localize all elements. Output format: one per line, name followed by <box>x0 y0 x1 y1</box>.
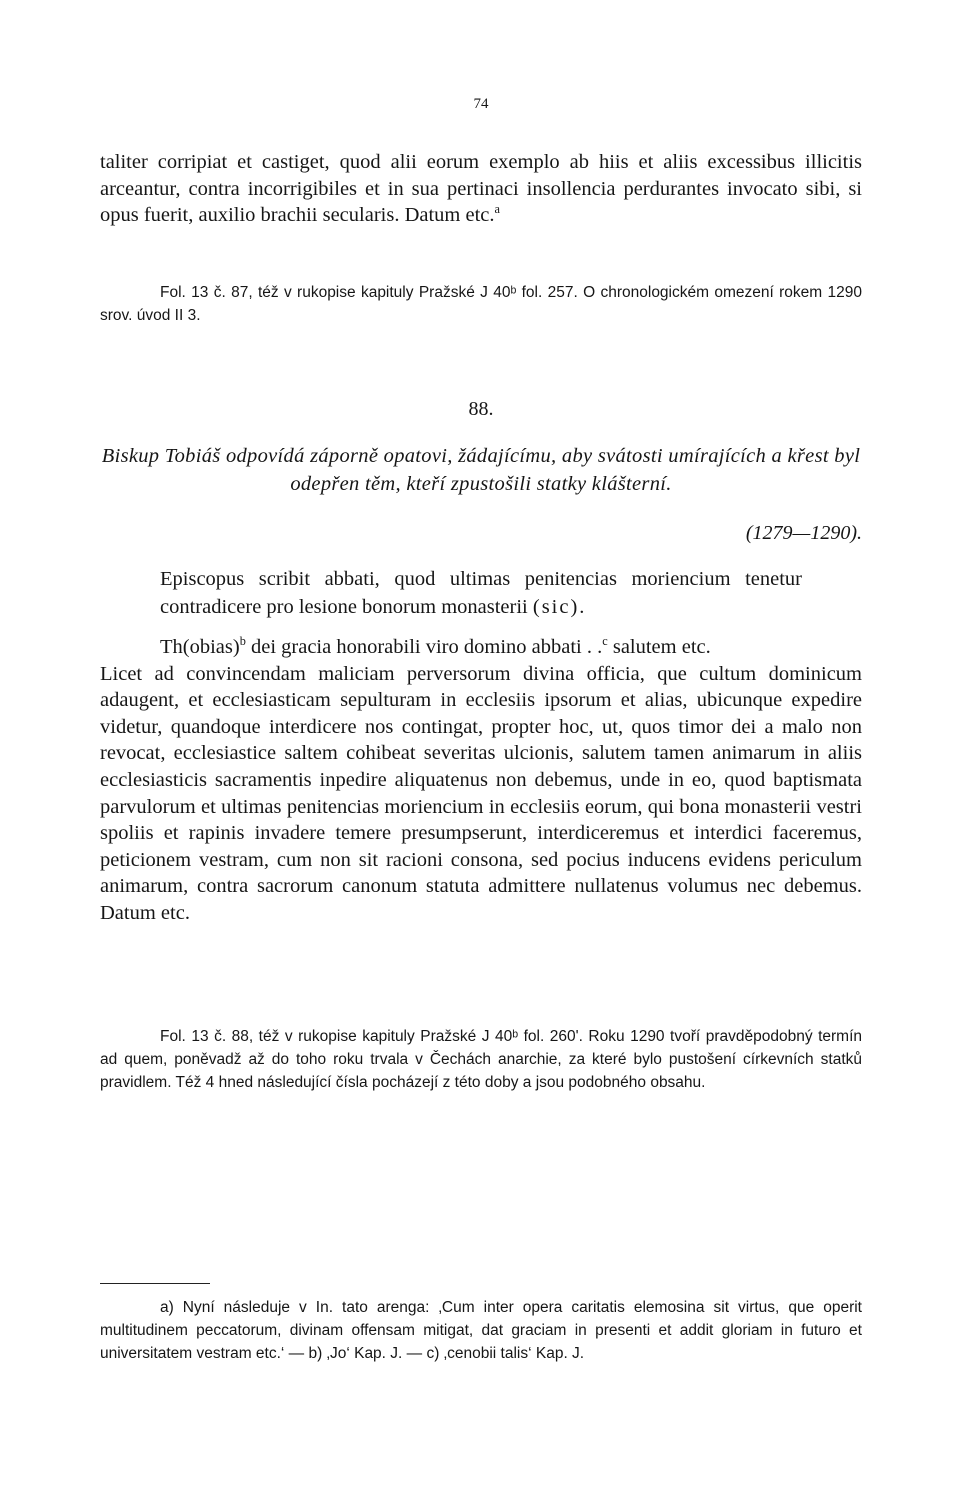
document-body <box>100 634 862 927</box>
footnote-marker-c: c <box>602 634 608 649</box>
salutation-mid: dei gracia honorabili viro domino abbati . . <box>245 636 603 658</box>
footnotes-text: a) Nyní následuje v In. tato arenga: ‚Cum inter opera caritatis elemosina sit virtus, que operit multitudinem peccatorum, divinam offensam mitigat, dat graciam in presenti et addit gloriam in futuro et universitatem vestram etc.‘ — b) ‚Jo‘ Kap. J. — c) ‚cenobii talis‘ Kap. J. <box>100 1299 862 1362</box>
page-number: 74 <box>473 96 489 112</box>
footnote-marker-b: b <box>239 634 246 649</box>
document-heading: Biskup Tobiáš odpovídá záporně opatovi, žádajícímu, aby svátosti umírajících a křest byl odepřen těm, kteří zpustošili statky klášterní. <box>101 445 861 495</box>
editorial-note-88 <box>100 1025 862 1094</box>
footnotes <box>100 1296 862 1365</box>
body-text: Licet ad convincendam maliciam perversorum divina officia, que cultum dominicum adaugent, et ecclesiasticam sepulturam in ecclesiis ipsorum et alias, ubicunque expedire videtur, quandoque interdicere nos contingat, propter hoc, ut, quos timor dei a malo non revocat, ecclesiastice saltem cohibeat severitas ulcionis, salutem tamen animarum in aliis ecclesiasticis sacramentis inpedire aliquatenus non debemus, unde in eo, quod baptismata parvulorum et ultimas penitencias moriencium in ecclesiis eorum, qui bona monasterii vestri spoliis et rapinis invadere temere presumpserunt, interdiceremus et interdici faceremus, peticionem vestram, cum non sit racioni consona, sed pocius inducens evidens periculum animarum, contra sacrorum canonum statuta admittere nullatenus volumus nec debemus. Datum etc. <box>100 662 862 924</box>
editorial-note-87 <box>100 281 862 327</box>
summary-text: Episcopus scribit abbati, quod ultimas penitencias moriencium tenetur contradicere pro lesione bonorum monasterii <box>160 568 802 618</box>
document-number: 88. <box>468 398 494 420</box>
document-date: (1279—1290). <box>745 522 862 544</box>
document-page <box>100 0 862 1485</box>
footnote-marker-a: a <box>494 202 500 217</box>
continuation-text: taliter corripiat et castiget, quod alii eorum exemplo ab hiis et aliis excessibus illicitis arceantur, contra incorrigibiles et in sua pertinaci insollencia perdurantes invocato sibi, si opus fuerit, auxilio brachii secularis. Datum etc. <box>100 151 862 227</box>
latin-summary <box>160 565 802 621</box>
continuation-paragraph <box>100 149 862 229</box>
footnote-rule <box>100 1283 210 1284</box>
salutation-tail: salutem etc. <box>607 636 711 658</box>
note-88-text: Fol. 13 č. 88, též v rukopise kapituly Pražské J 40ᵇ fol. 260'. Roku 1290 tvoří pravděpodobný termín ad quem, poněvadž až do toho roku trvala v Čechách anarchie, za které bylo pustošení církevních statků pravidlem. Též 4 hned následující čísla pocházejí z této doby a jsou podobného obsahu. <box>100 1028 862 1091</box>
note-87-text: Fol. 13 č. 87, též v rukopise kapituly Pražské J 40ᵇ fol. 257. O chronologickém omezení rokem 1290 srov. úvod II 3. <box>100 284 862 324</box>
salutation-lead: Th(obias) <box>160 636 240 658</box>
summary-sic: (sic). <box>532 596 587 618</box>
salutation-line <box>100 634 862 661</box>
